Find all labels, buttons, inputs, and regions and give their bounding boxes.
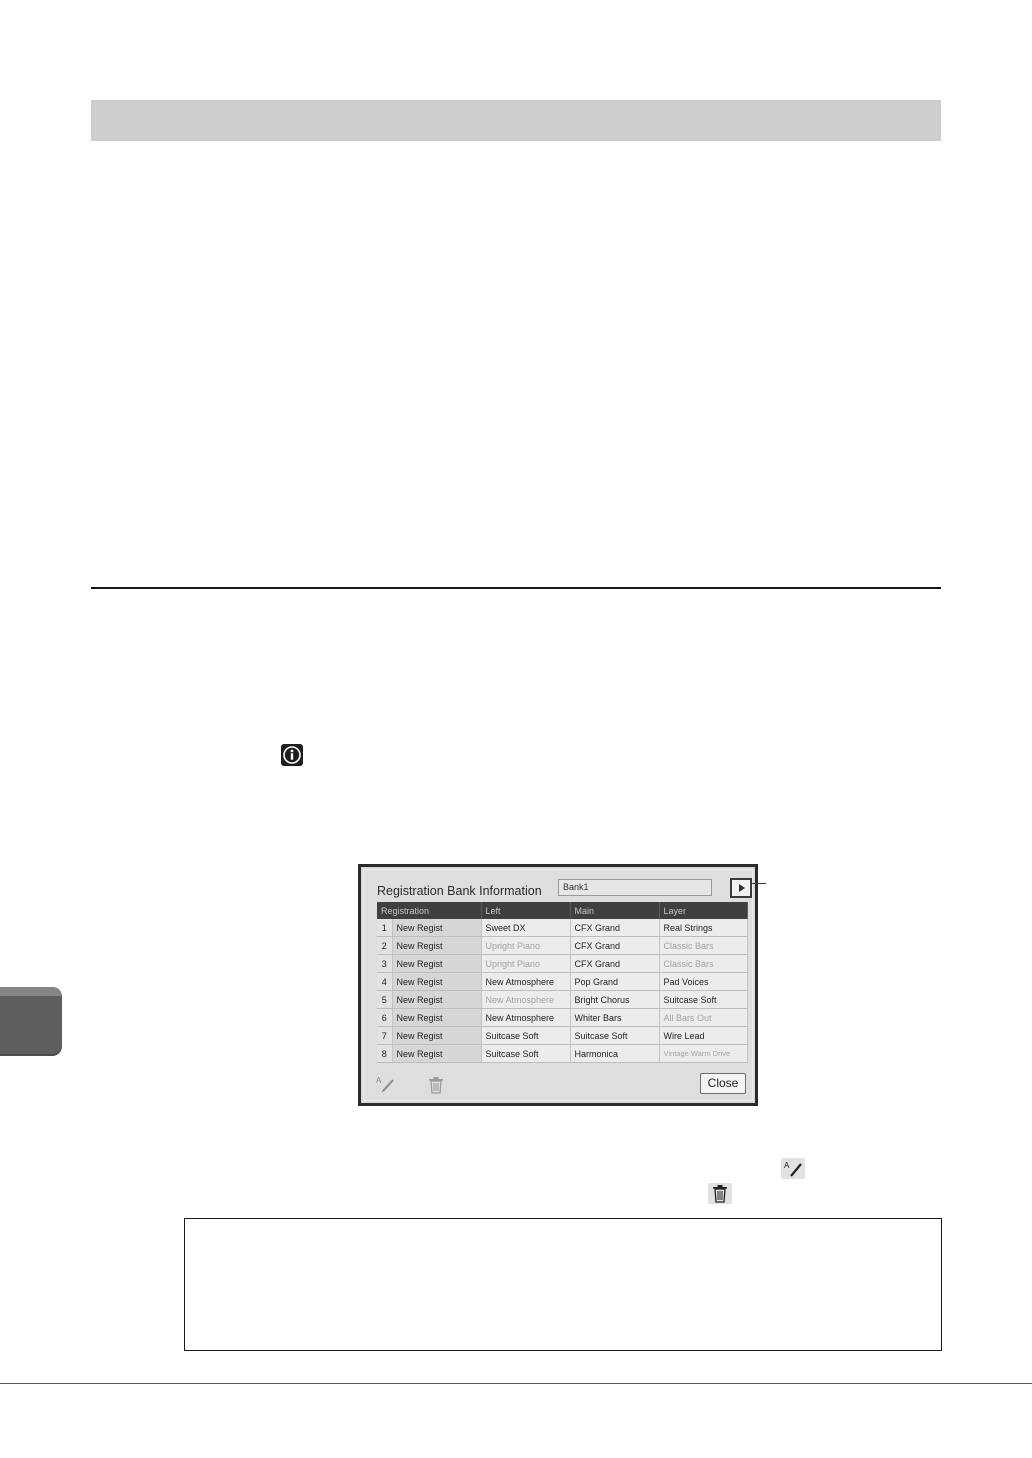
trash-icon[interactable] xyxy=(428,1076,444,1094)
info-icon xyxy=(281,744,303,766)
layer-voice: Pad Voices xyxy=(659,973,747,991)
callout-leader-line xyxy=(752,883,766,884)
row-number: 3 xyxy=(377,955,392,973)
table-row[interactable] xyxy=(377,1045,747,1063)
table-row[interactable] xyxy=(377,955,747,973)
rename-pencil-icon xyxy=(781,1158,805,1179)
layer-voice: Suitcase Soft xyxy=(659,991,747,1009)
left-voice: New Atmosphere xyxy=(481,973,570,991)
main-voice: Harmonica xyxy=(570,1045,659,1063)
registration-name: New Regist xyxy=(392,937,481,955)
main-voice: Whiter Bars xyxy=(570,1009,659,1027)
svg-text:A: A xyxy=(376,1076,382,1085)
layer-voice: Real Strings xyxy=(659,919,747,937)
note-box xyxy=(184,1218,942,1351)
layer-voice: Wire Lead xyxy=(659,1027,747,1045)
left-voice: Suitcase Soft xyxy=(481,1045,570,1063)
registration-name: New Regist xyxy=(392,955,481,973)
main-voice: Bright Chorus xyxy=(570,991,659,1009)
close-button[interactable]: Close xyxy=(700,1073,746,1094)
main-voice: CFX Grand xyxy=(570,937,659,955)
left-voice: Sweet DX xyxy=(481,919,570,937)
main-voice: Pop Grand xyxy=(570,973,659,991)
row-number: 5 xyxy=(377,991,392,1009)
row-number: 8 xyxy=(377,1045,392,1063)
row-number: 7 xyxy=(377,1027,392,1045)
registration-name: New Regist xyxy=(392,1009,481,1027)
table-row[interactable] xyxy=(377,1027,747,1045)
table-row[interactable] xyxy=(377,991,747,1009)
header-main: Main xyxy=(570,902,659,919)
rename-pencil-icon[interactable] xyxy=(376,1075,396,1093)
header-left: Left xyxy=(481,902,570,919)
registration-name: New Regist xyxy=(392,991,481,1009)
header-layer: Layer xyxy=(659,902,747,919)
main-voice: CFX Grand xyxy=(570,919,659,937)
left-voice: New Atmosphere xyxy=(481,1009,570,1027)
registration-bank-info-dialog xyxy=(358,864,758,1106)
row-number: 2 xyxy=(377,937,392,955)
layer-voice: Classic Bars xyxy=(659,955,747,973)
svg-text:A: A xyxy=(784,1161,790,1170)
left-voice: Suitcase Soft xyxy=(481,1027,570,1045)
registration-name: New Regist xyxy=(392,1045,481,1063)
main-voice: Suitcase Soft xyxy=(570,1027,659,1045)
dialog-title: Registration Bank Information xyxy=(377,884,542,898)
row-number: 6 xyxy=(377,1009,392,1027)
layer-voice: Classic Bars xyxy=(659,937,747,955)
registration-name: New Regist xyxy=(392,1027,481,1045)
layer-voice: Vintage Warm Drive xyxy=(659,1045,747,1063)
left-voice: Upright Piano xyxy=(481,955,570,973)
bank-name-field: Bank1 xyxy=(558,879,712,896)
registration-table xyxy=(377,902,748,1063)
table-row[interactable] xyxy=(377,937,747,955)
chapter-side-tab xyxy=(0,987,62,1056)
table-row[interactable] xyxy=(377,973,747,991)
trash-icon xyxy=(708,1183,732,1204)
registration-name: New Regist xyxy=(392,973,481,991)
left-voice: New Atmosphere xyxy=(481,991,570,1009)
section-header-band xyxy=(91,100,941,141)
header-registration: Registration xyxy=(377,902,481,919)
table-row[interactable] xyxy=(377,919,747,937)
layer-voice: All Bars Out xyxy=(659,1009,747,1027)
row-number: 4 xyxy=(377,973,392,991)
table-header-row xyxy=(377,902,747,919)
left-voice: Upright Piano xyxy=(481,937,570,955)
main-voice: CFX Grand xyxy=(570,955,659,973)
section-divider xyxy=(91,587,941,589)
registration-name: New Regist xyxy=(392,919,481,937)
footer-rule xyxy=(0,1383,1032,1384)
table-row[interactable] xyxy=(377,1009,747,1027)
next-bank-button[interactable] xyxy=(730,878,752,898)
row-number: 1 xyxy=(377,919,392,937)
